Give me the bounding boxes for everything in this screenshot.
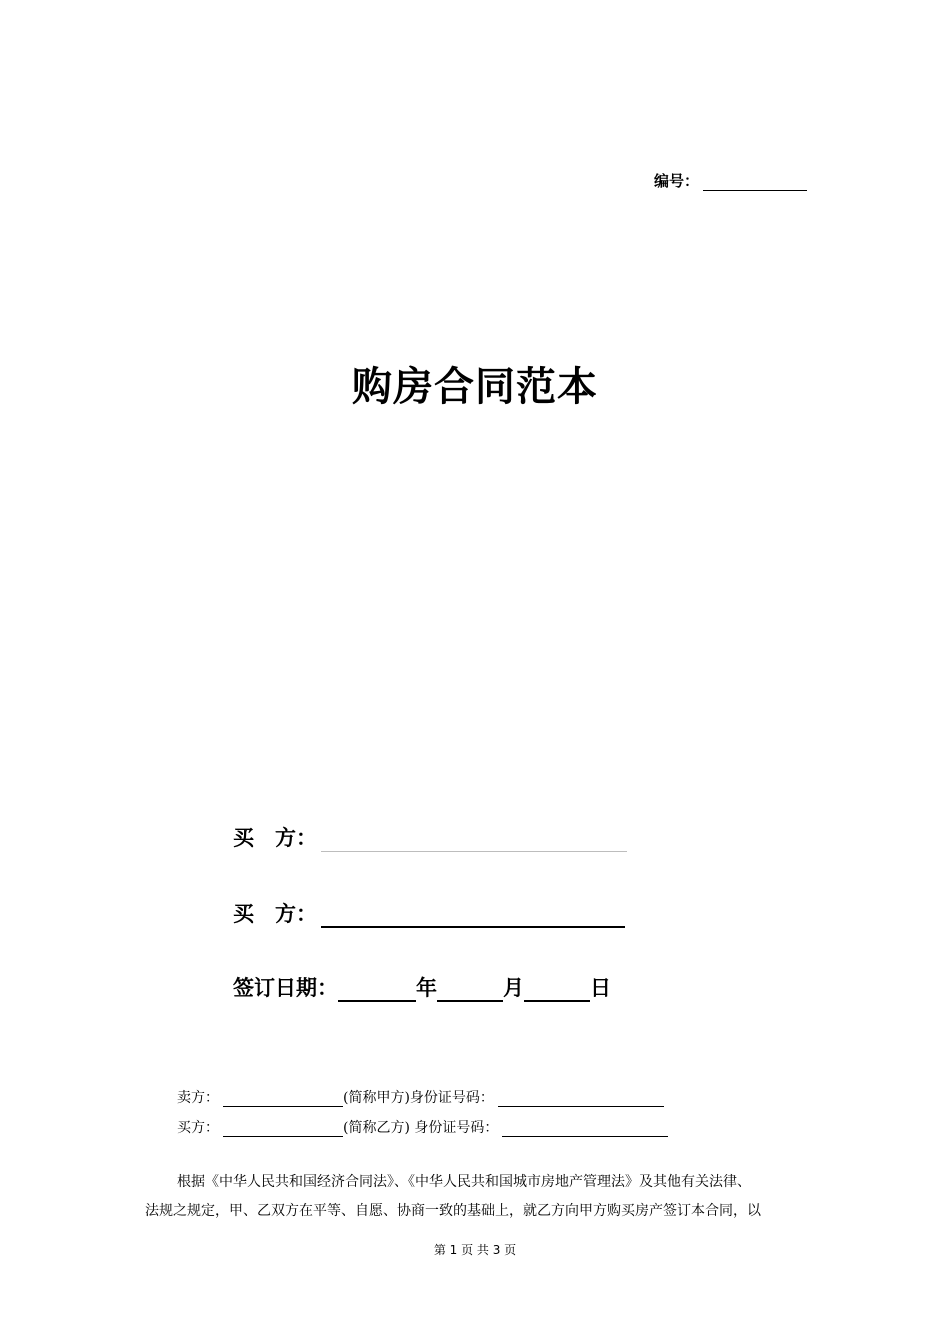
buyer-info-row xyxy=(177,1117,668,1137)
body-paragraph-line-1: 根据《中华人民共和国经济合同法》、《中华人民共和国城市房地产管理法》及其他有关法律、 xyxy=(177,1174,751,1190)
cover-buyer-row xyxy=(233,898,625,928)
cover-seller-label: 买 方： xyxy=(233,826,317,850)
sign-date-label: 签订日期： xyxy=(233,976,338,1000)
day-blank[interactable] xyxy=(524,980,590,1002)
buyer-name-blank[interactable] xyxy=(223,1122,343,1137)
seller-alias: (简称甲方)身份证号码： xyxy=(343,1090,494,1106)
serial-number xyxy=(654,170,807,191)
body-paragraph-line-2: 法规之规定，甲、乙双方在平等、自愿、协商一致的基础上，就乙方向甲方购买房产签订本合同，以 xyxy=(145,1203,761,1219)
page-title: 购房合同范本 xyxy=(352,363,598,410)
seller-label: 卖方： xyxy=(177,1090,219,1106)
cover-seller-blank[interactable] xyxy=(321,831,627,852)
year-blank[interactable] xyxy=(338,980,416,1002)
serial-label: 编号： xyxy=(653,172,699,190)
buyer-label: 买方： xyxy=(177,1120,219,1136)
day-label: 日 xyxy=(590,976,611,1000)
sign-date-row xyxy=(233,972,611,1002)
cover-seller-row xyxy=(233,822,627,852)
serial-blank[interactable] xyxy=(703,174,807,191)
seller-info-row xyxy=(177,1087,664,1107)
cover-buyer-label: 买 方： xyxy=(233,902,317,926)
cover-buyer-blank[interactable] xyxy=(321,906,625,928)
year-label: 年 xyxy=(416,976,437,1000)
buyer-alias: (简称乙方) 身份证号码： xyxy=(343,1120,499,1136)
page-footer: 第 1 页 共 3 页 xyxy=(433,1243,517,1257)
month-blank[interactable] xyxy=(437,980,503,1002)
seller-id-blank[interactable] xyxy=(498,1092,664,1107)
seller-name-blank[interactable] xyxy=(223,1092,343,1107)
month-label: 月 xyxy=(503,976,524,1000)
buyer-id-blank[interactable] xyxy=(502,1122,668,1137)
